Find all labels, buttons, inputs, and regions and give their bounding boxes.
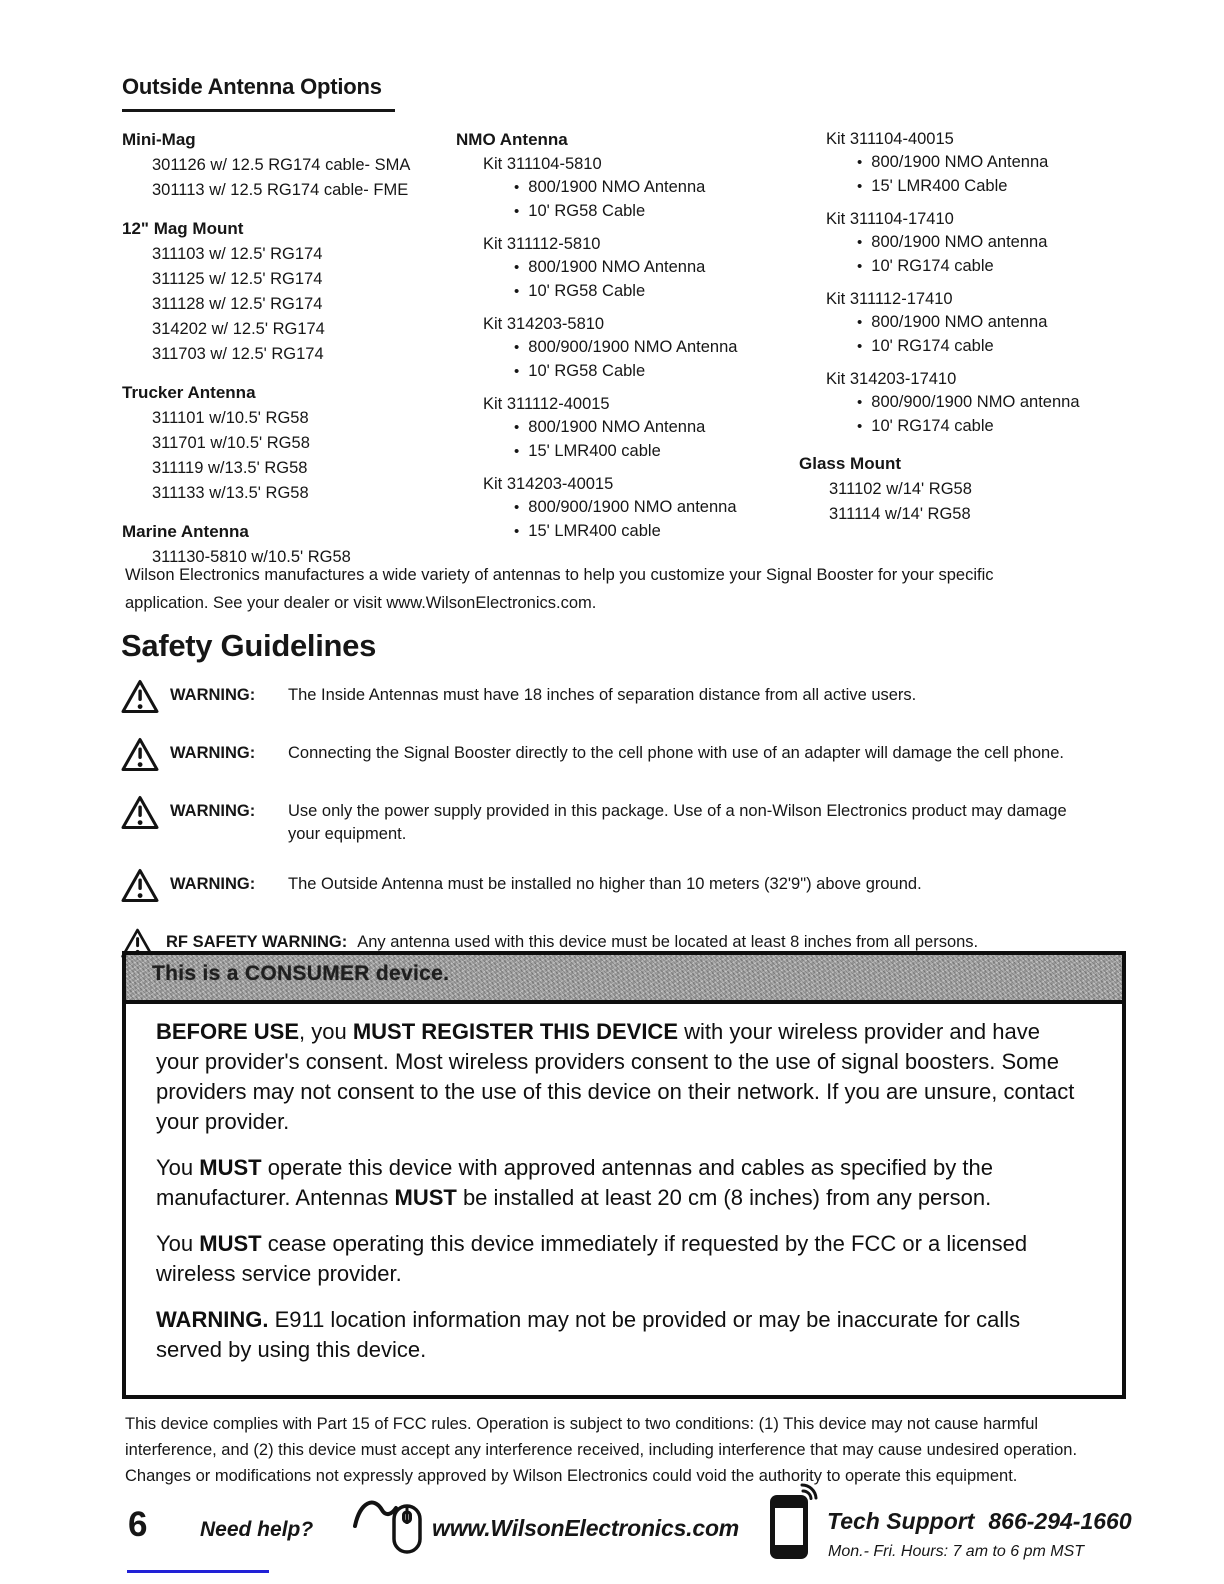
consumer-notice-paragraph: WARNING. E911 location information may not be provided or may be inaccurate for calls served by using this device. — [156, 1307, 1021, 1362]
warning-row — [120, 800, 1140, 846]
warning-triangle-icon — [120, 736, 160, 773]
antenna-kit-bullet: • 10' RG58 Cable — [456, 200, 796, 224]
outside-antenna-options-heading: Outside Antenna Options — [122, 74, 395, 112]
fcc-compliance-note: This device complies with Part 15 of FCC rules. Operation is subject to two conditions: (1) This device may not cause harmful interference, and (2) this device must accept any interference received, including interference that may cause undesired operation. Changes or modifications not expressly approved by Wilson Electronics could void the authority to operate this equipment. — [125, 1415, 1078, 1485]
antenna-kit-bullet: • 800/1900 NMO Antenna — [799, 151, 1144, 175]
consumer-notice-paragraph: BEFORE USE, you MUST REGISTER THIS DEVICE with your wireless provider and have your provider's consent. Most wireless providers consent to the use of signal boosters. Some providers may not consent to the use of this device on their network. If you are unsure, contact your provider. — [156, 1019, 1075, 1134]
support-hours: Mon.- Fri. Hours: 7 am to 6 pm MST — [828, 1543, 1085, 1560]
tech-support-phone: 866-294-1660 — [988, 1508, 1132, 1534]
antenna-model-line: 311701 w/10.5' RG58 — [152, 434, 310, 452]
tech-support-line — [827, 1508, 1132, 1535]
mouse-icon — [352, 1490, 430, 1567]
antenna-kit-name: Kit 311104-5810 — [483, 155, 602, 173]
antenna-model-line: 301126 w/ 12.5 RG174 cable- SMA — [152, 156, 411, 174]
antenna-kit-bullet: • 10' RG174 cable — [799, 335, 1144, 359]
footer-divider-line — [127, 1570, 269, 1573]
need-help-label: Need help? — [200, 1518, 314, 1541]
antenna-group-title: Trucker Antenna — [122, 383, 256, 402]
antenna-model-line: 311133 w/13.5' RG58 — [152, 484, 309, 502]
antenna-model-line: 311128 w/ 12.5' RG174 — [152, 295, 323, 313]
warnings-list — [120, 684, 1140, 986]
antenna-model-line: 311119 w/13.5' RG58 — [152, 459, 308, 477]
antenna-group — [799, 452, 1144, 527]
antenna-kit-bullet: • 800/1900 NMO Antenna — [456, 176, 796, 200]
warning-label: WARNING: — [170, 802, 256, 820]
antenna-kit-bullet: • 800/900/1900 NMO Antenna — [456, 336, 796, 360]
antenna-note: Wilson Electronics manufactures a wide variety of antennas to help you customize your Signal Booster for your specific application. See your dealer or visit www.WilsonElectronics.com. — [125, 566, 994, 612]
antenna-kit — [799, 208, 1144, 278]
warning-text: Connecting the Signal Booster directly to the cell phone with use of an adapter will damage the cell phone. — [288, 744, 1064, 762]
antenna-model-line: 311101 w/10.5' RG58 — [152, 409, 309, 427]
warning-label: WARNING: — [170, 744, 256, 762]
antenna-model-line: 311125 w/ 12.5' RG174 — [152, 270, 323, 288]
warning-label: RF SAFETY WARNING: — [166, 933, 348, 951]
antenna-kit — [799, 128, 1144, 198]
antenna-model-line: 311130-5810 w/10.5' RG58 — [152, 548, 351, 566]
antenna-kit-name: Kit 314203-17410 — [826, 370, 957, 388]
consumer-notice-box — [122, 951, 1126, 1399]
antenna-kit — [456, 473, 796, 543]
antenna-kit-bullet: • 10' RG58 Cable — [456, 360, 796, 384]
antenna-model-line: 311703 w/ 12.5' RG174 — [152, 345, 324, 363]
safety-guidelines-heading: Safety Guidelines — [121, 628, 377, 663]
antenna-group — [122, 381, 452, 506]
tech-support-label: Tech Support — [827, 1508, 975, 1534]
antenna-model-line: 311102 w/14' RG58 — [829, 480, 972, 498]
antenna-kit-bullet: • 800/1900 NMO antenna — [799, 231, 1144, 255]
consumer-notice-paragraph: You MUST cease operating this device immediately if requested by the FCC or a licensed wireless service provider. — [156, 1231, 1028, 1286]
warning-triangle-icon — [120, 794, 160, 831]
antenna-kit — [456, 393, 796, 463]
warning-text: Use only the power supply provided in this package. Use of a non-Wilson Electronics product may damage your equipment. — [288, 802, 1067, 843]
antenna-kit-bullet: • 800/1900 NMO antenna — [799, 311, 1144, 335]
antenna-group — [122, 128, 452, 203]
warning-row — [120, 873, 1140, 904]
antenna-kit-name: Kit 314203-40015 — [483, 475, 614, 493]
antenna-kit-name: Kit 311112-40015 — [483, 395, 610, 413]
antenna-kit-bullet: • 15' LMR400 cable — [456, 440, 796, 464]
antenna-kit — [456, 153, 796, 223]
antenna-kit-bullet: • 10' RG174 cable — [799, 415, 1144, 439]
antenna-columns — [122, 128, 1142, 568]
antenna-model-line: 314202 w/ 12.5' RG174 — [152, 320, 325, 338]
antenna-group — [799, 128, 1144, 438]
antenna-kit-bullet: • 800/1900 NMO Antenna — [456, 416, 796, 440]
page-number: 6 — [128, 1505, 148, 1544]
antenna-kit-bullet: • 10' RG58 Cable — [456, 280, 796, 304]
antenna-kit-name: Kit 311104-40015 — [826, 130, 954, 148]
warning-triangle-icon — [120, 678, 160, 715]
antenna-column-3 — [799, 128, 1144, 541]
antenna-kit — [799, 368, 1144, 438]
antenna-kit-bullet: • 800/1900 NMO Antenna — [456, 256, 796, 280]
warning-row — [120, 684, 1140, 715]
antenna-model-line: 311114 w/14' RG58 — [829, 505, 971, 523]
warning-text: Any antenna used with this device must be located at least 8 inches from all persons. — [357, 933, 979, 951]
antenna-group — [456, 128, 796, 543]
warning-text: The Outside Antenna must be installed no higher than 10 meters (32'9") above ground. — [288, 875, 922, 893]
antenna-kit — [456, 313, 796, 383]
antenna-kit-bullet: • 15' LMR400 Cable — [799, 175, 1144, 199]
antenna-kit-bullet: • 800/900/1900 NMO antenna — [456, 496, 796, 520]
antenna-kit-name: Kit 314203-5810 — [483, 315, 605, 333]
warning-row — [120, 742, 1140, 773]
warning-triangle-icon — [120, 867, 160, 904]
antenna-kit-bullet: • 15' LMR400 cable — [456, 520, 796, 544]
smartphone-signal-icon — [766, 1481, 824, 1568]
antenna-group-title: Marine Antenna — [122, 522, 249, 541]
consumer-device-banner: This is a CONSUMER device. — [126, 955, 1122, 1004]
antenna-kit — [799, 288, 1144, 358]
antenna-group-title: NMO Antenna — [456, 130, 568, 149]
website-link: www.WilsonElectronics.com — [432, 1515, 740, 1541]
warning-label: WARNING: — [170, 686, 256, 704]
consumer-notice-paragraph: You MUST operate this device with approved antennas and cables as specified by the manufacturer. Antennas MUST be installed at least 20 cm (8 inches) from any person. — [156, 1155, 993, 1210]
antenna-group-title: 12" Mag Mount — [122, 219, 244, 238]
antenna-kit-name: Kit 311112-17410 — [826, 290, 953, 308]
antenna-column-1 — [122, 128, 452, 584]
antenna-kit-name: Kit 311112-5810 — [483, 235, 601, 253]
antenna-group-title: Mini-Mag — [122, 130, 196, 149]
warning-label: WARNING: — [170, 875, 256, 893]
antenna-kit — [456, 233, 796, 303]
antenna-column-2 — [456, 128, 796, 557]
antenna-group-title: Glass Mount — [799, 454, 902, 473]
warning-text: The Inside Antennas must have 18 inches of separation distance from all active users. — [288, 686, 917, 704]
antenna-model-line: 311103 w/ 12.5' RG174 — [152, 245, 323, 263]
antenna-group — [122, 217, 452, 367]
consumer-notice-body — [126, 1004, 1122, 1365]
antenna-kit-bullet: • 800/900/1900 NMO antenna — [799, 391, 1144, 415]
antenna-model-line: 301113 w/ 12.5 RG174 cable- FME — [152, 181, 409, 199]
antenna-kit-bullet: • 10' RG174 cable — [799, 255, 1144, 279]
antenna-kit-name: Kit 311104-17410 — [826, 210, 954, 228]
